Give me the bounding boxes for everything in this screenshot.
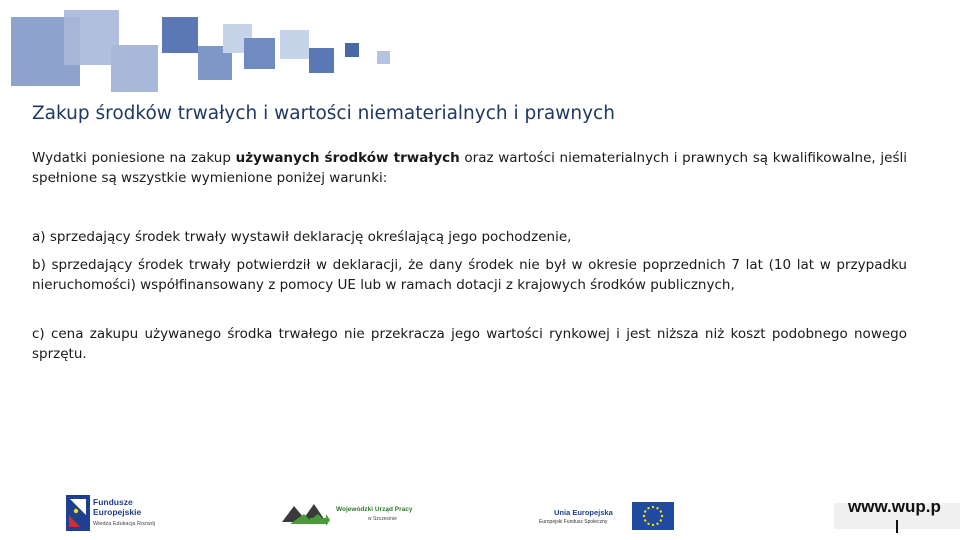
fundusze-europejskie-logo (66, 495, 176, 531)
decor-square (280, 30, 309, 59)
fe-emblem-icon (66, 495, 90, 531)
fe-line1: Fundusze (93, 497, 133, 507)
intro-bold-text: używanych środków trwałych (235, 150, 460, 166)
page-title: Zakup środków trwałych i wartości niematerialnych i prawnych (32, 103, 615, 124)
unia-europejska-logo (538, 500, 678, 532)
ue-line2: Europejski Fundusz Społeczny (539, 519, 608, 525)
fe-line3: Wiedza Edukacja Rozwój (93, 521, 156, 527)
ue-line1: Unia Europejska (554, 508, 613, 517)
decor-square (345, 43, 359, 57)
wup-emblem-icon (280, 500, 330, 528)
intro-text-end: oraz wartości niematerialnych i prawnych są kwalifikowalne, jeśli spełnione są wszystkie wymienione poniżej warunki: (32, 150, 907, 186)
wup-line1: Wojewódzki Urząd Pracy (336, 506, 413, 513)
text-cursor (896, 520, 898, 533)
condition-c: c) cena zakupu używanego środka trwałego nie przekracza jego wartości rynkowej i jest niższa niż koszt podobnego nowego sprzętu. (32, 326, 907, 362)
decor-square (162, 17, 198, 53)
wup-logo (280, 500, 430, 528)
condition-a: a) sprzedający środek trwały wystawił deklarację określającą jego pochodzenie, (32, 229, 572, 245)
decor-square (309, 48, 334, 73)
wup-line2: w Szczecinie (368, 516, 397, 522)
eu-flag-icon (632, 502, 674, 530)
decor-square (377, 51, 390, 64)
decor-square (111, 45, 158, 92)
condition-b: b) sprzedający środek trwały potwierdził w deklaracji, że dany środek nie był w okresie poprzednich 7 lat (10 lat w przypadku nieruchomości) współfinansowany z pomocy UE lub w ramach dotacji z krajowych środków publicznych, (32, 257, 907, 293)
footer-url[interactable]: www.wup.p (848, 497, 941, 516)
decor-square (244, 38, 275, 69)
fe-line2: Europejskie (93, 507, 142, 517)
intro-text: Wydatki poniesione na zakup (32, 150, 236, 166)
intro-paragraph (32, 148, 907, 188)
